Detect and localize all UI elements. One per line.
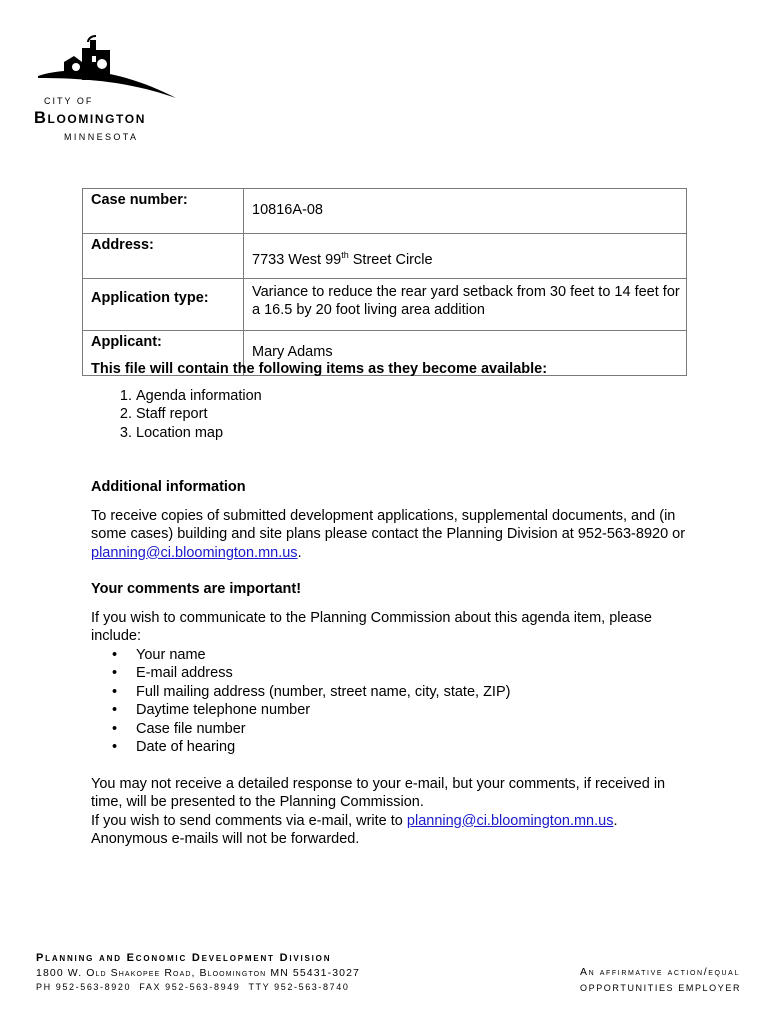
list-item (112, 664, 691, 683)
list-item (112, 646, 691, 665)
footer-division: Planning and Economic Development Division (36, 952, 332, 964)
comments-intro: If you wish to communicate to the Planning Commission about this agenda item, please include: (91, 609, 652, 644)
case-row-number (83, 189, 687, 234)
logo-state: MINNESOTA (64, 132, 139, 142)
list-item (112, 683, 691, 702)
application-type-value: Variance to reduce the rear yard setback from 30 feet to 14 feet for a 16.5 by 20 foot living area addition (244, 279, 687, 331)
bullet-icon: • (112, 646, 118, 663)
additional-info-heading: Additional information (91, 479, 246, 495)
logo-city-name: Bloomington (34, 109, 146, 127)
file-contents-list (91, 387, 691, 443)
anonymous-note: Anonymous e-mails will not be forwarded. (91, 831, 360, 847)
bullet-icon: • (112, 665, 118, 681)
case-number-value: 10816A-08 (244, 189, 687, 234)
city-skyline-logo-icon (36, 34, 186, 102)
list-item-text: Date of hearing (136, 739, 236, 755)
address-value-main: 7733 West 99 (252, 251, 342, 268)
bullet-icon: • (112, 739, 118, 755)
footer-division-info (36, 951, 360, 995)
case-row-address (83, 234, 687, 279)
footer-employer (580, 965, 741, 996)
bullet-icon: • (112, 702, 118, 718)
comments-checklist (91, 646, 691, 757)
planning-email-link[interactable]: planning@ci.bloomington.mn.us (91, 544, 298, 561)
list-item (112, 720, 691, 739)
additional-info-text (91, 507, 691, 563)
email-instructions (91, 812, 691, 831)
address-label: Address: (83, 234, 244, 279)
email-instructions-period: . (613, 812, 618, 829)
address-value (244, 234, 687, 279)
additional-info-period: . (297, 544, 302, 561)
list-item-text: Case file number (136, 720, 246, 737)
list-item: 2. Staff report (136, 405, 691, 424)
employer-line-1: An affirmative action/equal (580, 966, 740, 978)
bullet-icon: • (112, 683, 118, 700)
bullet-icon: • (112, 720, 118, 737)
footer-address: 1800 W. Old Shakopee Road, Bloomington MN 55431-3027 (36, 966, 360, 979)
list-item-text: Daytime telephone number (136, 702, 311, 718)
applicant-label: Applicant: (83, 331, 244, 376)
employer-line-2: OPPORTUNITIES EMPLOYER (580, 982, 742, 993)
list-item (112, 701, 691, 720)
case-info-table (82, 188, 687, 376)
city-logo (36, 34, 186, 144)
list-item-text: Full mailing address (number, street name, city, state, ZIP) (136, 683, 511, 700)
address-value-rest: Street Circle (348, 251, 433, 268)
additional-info-body: To receive copies of submitted development applications, supplemental documents, and (in some cases) building and site plans please contact the Planning Division at 952-563-8920 or (91, 507, 686, 542)
list-item-text: Your name (136, 646, 206, 663)
list-item: 3. Location map (136, 424, 691, 443)
case-number-label: Case number: (83, 189, 244, 234)
comments-heading: Your comments are important! (91, 581, 302, 597)
application-type-label: Application type: (83, 279, 244, 331)
file-contents-heading: This file will contain the following items as they become available: (91, 361, 548, 377)
list-item (112, 738, 691, 757)
response-note: You may not receive a detailed response to your e-mail, but your comments, if received in time, will be presented to the Planning Commission. (91, 775, 666, 810)
logo-city-of: CITY OF (44, 96, 94, 106)
email-instructions-text: If you wish to send comments via e-mail, write to (91, 812, 407, 829)
list-item: 1. Agenda information (136, 387, 691, 406)
applicant-value: Mary Adams (244, 331, 687, 376)
footer-phones: PH 952-563-8920 FAX 952-563-8949 TTY 952-563-8740 (36, 982, 350, 992)
document-body (91, 360, 691, 849)
list-item-text: E-mail address (136, 665, 233, 681)
address-value-sup: th (341, 250, 349, 260)
comments-email-link[interactable]: planning@ci.bloomington.mn.us (406, 812, 614, 829)
case-row-application-type (83, 279, 687, 331)
